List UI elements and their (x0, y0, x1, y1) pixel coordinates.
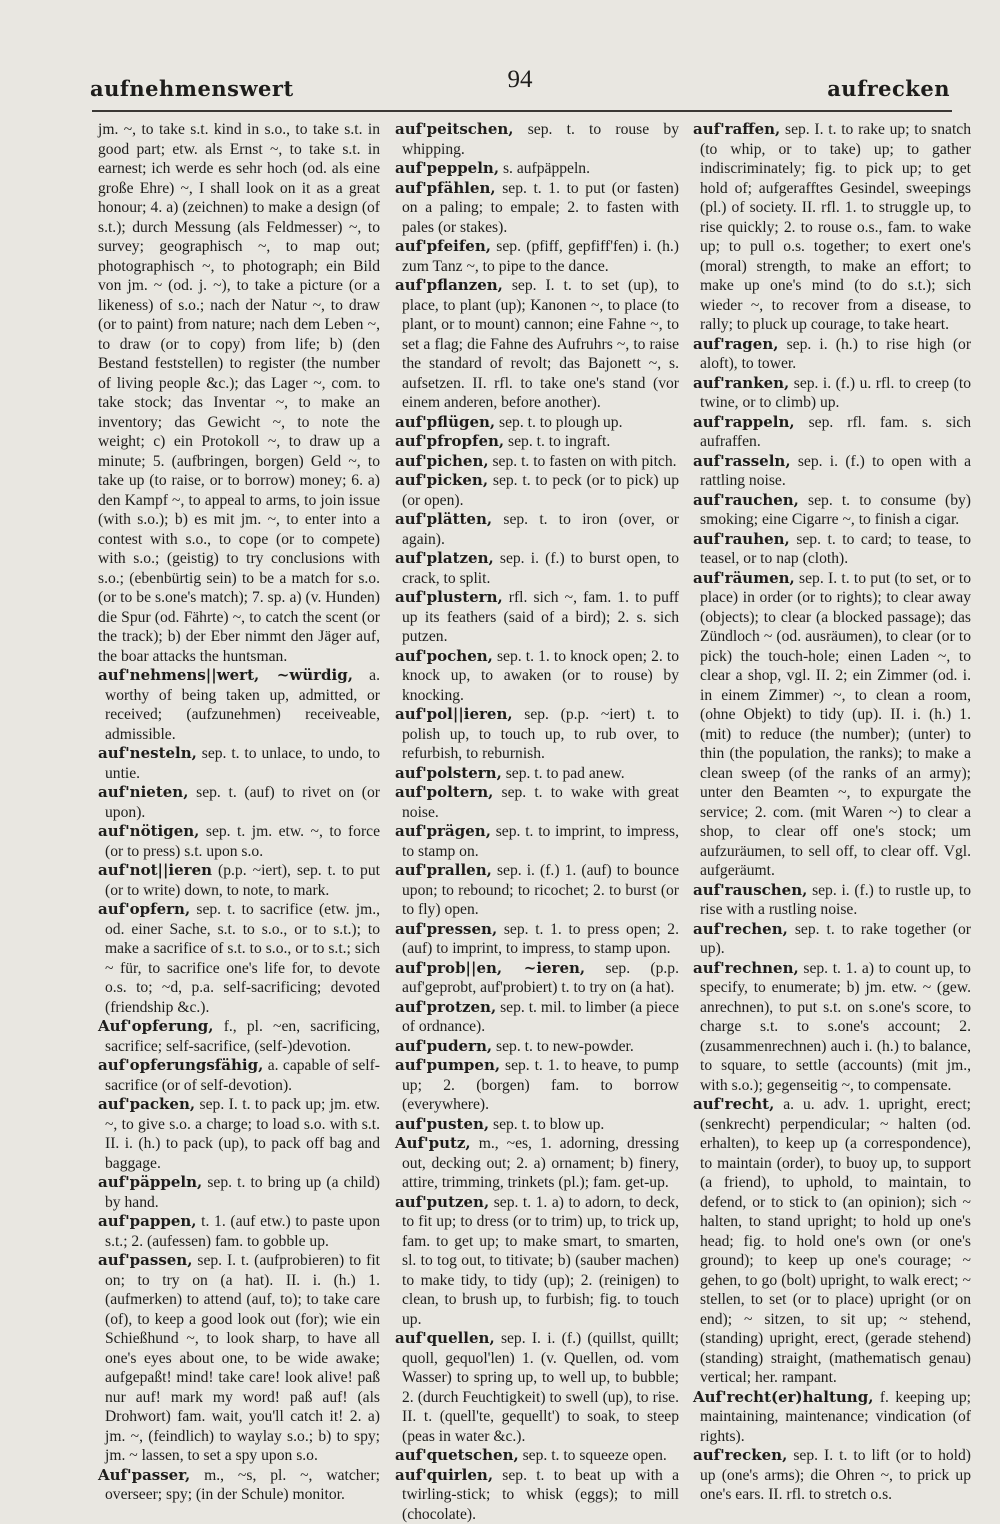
dictionary-entry (395, 1134, 679, 1193)
entry-definition: sep. t. to unlace, to undo, to untie. (105, 745, 380, 782)
dictionary-entry (693, 569, 971, 881)
entry-headword: auf'rappeln, (693, 413, 795, 431)
entry-headword: auf'prallen, (395, 861, 492, 879)
entry-definition: sep. I. t. to lift (or to hold) up (one's arms); die Ohren ~, to prick up one's ears. II. rfl. to stretch o.s. (700, 1447, 971, 1503)
dictionary-entry (395, 1446, 679, 1466)
entry-headword: auf'pol||ieren, (395, 705, 513, 723)
dictionary-entry (395, 413, 679, 433)
entry-headword: auf'pfeifen, (395, 237, 491, 255)
dictionary-entry (395, 998, 679, 1037)
entry-headword: Auf'putz, (395, 1134, 471, 1152)
entry-headword: Auf'recht(er)haltung, (693, 1388, 873, 1406)
entry-headword: auf'passen, (98, 1251, 192, 1269)
entry-definition: rfl. sich ~, fam. 1. to puff up its feathers (said of a bird); 2. s. sich putzen. (402, 589, 679, 645)
column-3 (693, 120, 971, 1473)
dictionary-entry (395, 861, 679, 920)
entry-definition: sep. I. t. to pack up; jm. etw. ~, to give s.o. a charge; to load s.o. with s.t. II. i. (h.) to pack (up), to pack off bag and baggage. (105, 1096, 380, 1172)
dictionary-entry (98, 1251, 380, 1466)
dictionary-entry (395, 1056, 679, 1115)
entry-definition: sep. i. (f.) to rustle up, to rise with a rustling noise. (700, 882, 971, 919)
header-rule (92, 110, 952, 112)
entry-headword: auf'not||ieren (98, 861, 212, 879)
entry-definition: sep. t. to ingraft. (508, 433, 610, 450)
dictionary-entry (395, 764, 679, 784)
dictionary-entry (693, 374, 971, 413)
dictionary-entry (693, 1446, 971, 1505)
column-1 (98, 120, 380, 1473)
dictionary-entry (98, 744, 380, 783)
entry-headword: auf'picken, (395, 471, 488, 489)
dictionary-entry (395, 1115, 679, 1135)
entry-headword: auf'rasseln, (693, 452, 791, 470)
column-2 (395, 120, 679, 1473)
entry-headword: auf'pfählen, (395, 179, 496, 197)
entry-definition: sep. (p.p. auf'geprobt, auf'probiert) t. to try on (a hat). (402, 960, 679, 997)
entry-definition: sep. I. t. to rake up; to snatch (to whip, or to take) up; to gather indiscriminately; fig. to pick up; to get hold of; aufgerafftes Gesindel, sweepings (pl.) of society. II. rfl. 1. to struggle up, to rise quickly; 2. to rouse o.s., fam. to wake up; to pull o.s. together; to exert one's (moral) strength, to make an effort; to make up one's mind (to do s.t.); sich wieder ~, to recover from a disease, to rally; to pluck up courage, to take heart. (700, 121, 971, 333)
entry-headword: auf'quellen, (395, 1329, 495, 1347)
entry-headword: auf'rechen, (693, 920, 788, 938)
entry-definition: sep. t. to fasten on with pitch. (492, 453, 676, 470)
entry-definition: sep. t. to consume (by) smoking; eine Cigarre ~, to finish a cigar. (700, 492, 971, 529)
entry-definition: (p.p. ~iert), sep. t. to put (or to write) down, to note, to mark. (105, 862, 380, 899)
right-guide-word: aufrecken (827, 76, 950, 101)
dictionary-entry (98, 900, 380, 1017)
entry-definition: a. worthy of being taken up, admitted, or received; (aufzunehmen) receiveable, admissible. (105, 667, 380, 743)
entry-headword: auf'platzen, (395, 549, 494, 567)
entry-headword: auf'protzen, (395, 998, 496, 1016)
entry-definition: sep. t. 1. a) to adorn, to deck, to fit up; to dress (or to trim) up, to trick up, fam. to get up; to make smart, to smarten, sl. to tog out, to titivate; b) (sauber machen) to make tidy, to tidy (up); 2. (reinigen) to clean, to brush up, to furbish; fig. to touch up. (402, 1194, 679, 1328)
dictionary-entry (693, 120, 971, 335)
entry-headword: auf'poltern, (395, 783, 493, 801)
entry-definition: sep. t. to iron (over, or again). (402, 511, 679, 548)
entry-definition: sep. t. to peck (or to pick) up (or open). (402, 472, 679, 509)
entry-headword: auf'ranken, (693, 374, 789, 392)
entry-definition: sep. t. to plough up. (499, 414, 622, 431)
dictionary-entry (395, 1466, 679, 1524)
dictionary-entry (98, 783, 380, 822)
entry-headword: auf'rauschen, (693, 881, 807, 899)
dictionary-entry (98, 666, 380, 744)
entry-headword: auf'pudern, (395, 1037, 492, 1055)
entry-headword: auf'rechnen, (693, 959, 799, 977)
dictionary-entry (395, 1329, 679, 1446)
entry-headword: auf'nesteln, (98, 744, 197, 762)
dictionary-entry (395, 471, 679, 510)
dictionary-entry (395, 822, 679, 861)
entry-definition: m., ~s, pl. ~, watcher; overseer; spy; (in der Schule) monitor. (105, 1467, 380, 1504)
entry-headword: auf'peitschen, (395, 120, 513, 138)
entry-headword: auf'ragen, (693, 335, 778, 353)
dictionary-entry (395, 1037, 679, 1057)
entry-headword: auf'polstern, (395, 764, 502, 782)
entry-headword: auf'packen, (98, 1095, 195, 1113)
entry-headword: auf'putzen, (395, 1193, 489, 1211)
entry-definition: a. capable of self-sacrifice (or of self-devotion). (105, 1057, 380, 1094)
entry-headword: auf'pflügen, (395, 413, 495, 431)
dictionary-entry (693, 881, 971, 920)
entry-headword: auf'raffen, (693, 120, 780, 138)
entry-definition: sep. t. to rake together (or up). (700, 921, 971, 958)
entry-headword: auf'pichen, (395, 452, 489, 470)
entry-headword: auf'pfropfen, (395, 432, 504, 450)
entry-headword: auf'peppeln, (395, 159, 499, 177)
dictionary-entry (98, 1095, 380, 1173)
dictionary-entry (693, 335, 971, 374)
entry-definition: sep. t. to squeeze open. (523, 1447, 667, 1464)
entry-headword: auf'nieten, (98, 783, 188, 801)
dictionary-entry (693, 1095, 971, 1388)
dictionary-entry (395, 120, 679, 159)
entry-definition: f. keeping up; maintaining, maintenance; vindication (of rights). (700, 1389, 971, 1445)
dictionary-entry (693, 959, 971, 1096)
dictionary-entry (395, 1193, 679, 1330)
entry-headword: auf'plätten, (395, 510, 492, 528)
entry-definition: sep. t. to wake with great noise. (402, 784, 679, 821)
entry-definition: a. u. adv. 1. upright, erect; (senkrecht) perpendicular; ~ halten (od. erhalten), to keep up (a correspondence), to maintain (order), to buoy up, to support (a friend), to uphold, to maintain, to defend, or to stick to (an opinion); sich ~ halten, to stand upright; to hold up one's head; fig. to hold one's own (or one's ground); to keep up one's courage; ~ gehen, to go (bolt) upright, to walk erect; ~ stellen, to set (or to place) upright (or on end); ~ sitzen, to sit up; ~ stehend, (standing) upright, erect, (gerade stehend) (standing) straight, (mathematisch genau) vertical; her. rampant. (700, 1096, 971, 1386)
entry-headword: auf'recken, (693, 1446, 787, 1464)
entry-headword: auf'pressen, (395, 920, 497, 938)
entry-headword: auf'prob||en, ~ieren, (395, 959, 585, 977)
entry-headword: auf'plustern, (395, 588, 503, 606)
entry-headword: auf'quirlen, (395, 1466, 493, 1484)
entry-headword: auf'rauhen, (693, 530, 790, 548)
dictionary-entry (693, 491, 971, 530)
entry-definition: sep. t. to sacrifice (etw. jm., od. einer Sache, s.t. to s.o., or to s.t.); to make a sacrifice of s.t. to s.o., or to s.t.; sich ~ für, to sacrifice one's life for, to devote o.s. to; ~d, p.a. self-sacrificing; devoted (friendship &c.). (105, 901, 380, 1016)
dictionary-entry (98, 822, 380, 861)
dictionary-entry (98, 120, 380, 666)
entry-headword: auf'räumen, (693, 569, 795, 587)
dictionary-entry (98, 1056, 380, 1095)
dictionary-entry (693, 413, 971, 452)
dictionary-entry (98, 861, 380, 900)
dictionary-entry (395, 237, 679, 276)
entry-definition: sep. t. to pad anew. (506, 765, 625, 782)
dictionary-entry (395, 783, 679, 822)
dictionary-entry (395, 276, 679, 413)
entry-definition: sep. t. to new-powder. (496, 1038, 634, 1055)
entry-definition: sep. t. 1. a) to count up, to specify, to enumerate; b) jm. etw. ~ (gew. anrechnen), to put s.t. on s.one's score, to charge s.t. to s.one's account; 2. (zusammenrechnen) auch i. (h.) to balance, to square, to settle (accounts) (mit jm., with s.o.); gegenseitig ~, to compensate. (700, 960, 971, 1094)
entry-headword: auf'nötigen, (98, 822, 199, 840)
dictionary-entry (395, 159, 679, 179)
entry-definition: sep. t. to beat up with a twirling-stick; to whisk (eggs); to mill (chocolate). (402, 1467, 679, 1523)
entry-definition: sep. i. (h.) to rise high (or aloft), to tower. (700, 336, 971, 373)
entry-definition: sep. (pfiff, gepfiff'fen) i. (h.) zum Tanz ~, to pipe to the dance. (402, 238, 679, 275)
entry-definition: sep. t. mil. to limber (a piece of ordnance). (402, 999, 679, 1036)
entry-definition: sep. I. t. to set (up), to place, to plant (up); Kanonen ~, to place (to plant, or to mount) cannon; eine Fahne ~, to set a flag; die Fahne des Aufruhrs ~, to raise the standard of revolt; das Bajonett ~, s. aufsetzen. II. rfl. to take one's stand (vor einem anderen, before another). (402, 277, 679, 411)
entry-headword: auf'pusten, (395, 1115, 489, 1133)
entry-definition: sep. t. to blow up. (493, 1116, 604, 1133)
dictionary-entry (395, 959, 679, 998)
left-guide-word: aufnehmenswert (90, 76, 294, 101)
entry-definition: sep. t. (auf) to rivet on (or upon). (105, 784, 380, 821)
entry-definition: sep. I. t. to put (to set, or to place) in order (or to rights); to clear away (objects); to clear (a blocked passage); das Zündloch ~ (od. ausräumen), to clear (or to pick) the touch-hole; einen Laden ~, to clear a shop, vgl. II. 2; ein Zimmer (od. i. in einem Zimmer) ~, to clean a room, (ohne Objekt) to tidy (up). II. i. (h.) 1. (mit) to reduce (the number); (unter) to thin (the population, the ranks); to make a clean sweep (of the ranks of an army); unter den Beamten ~, to expurgate the service; 2. com. (mit Waren ~) to clear a shop, to clear off one's stock; um aufzuräumen, to sell off, to clear off. Vgl. aufgeräumt. (700, 570, 971, 880)
dictionary-entry (693, 920, 971, 959)
entry-headword: auf'päppeln, (98, 1173, 202, 1191)
entry-definition: sep. i. (f.) 1. (auf) to bounce upon; to rebound; to ricochet; 2. to burst (or to fly) open. (402, 862, 679, 918)
dictionary-entry (693, 452, 971, 491)
entry-headword: auf'quetschen, (395, 1446, 519, 1464)
entry-definition: sep. t. to bring up (a child) by hand. (105, 1174, 380, 1211)
entry-definition: sep. rfl. fam. s. sich aufraffen. (700, 414, 971, 451)
entry-definition: sep. i. (f.) u. rfl. to creep (to twine, or to climb) up. (700, 375, 971, 412)
dictionary-entry (98, 1212, 380, 1251)
entry-definition: sep. t. 1. to put (or fasten) on a paling; to empale; 2. to fasten with pales (or stakes). (402, 180, 679, 236)
entry-definition: sep. i. (f.) to burst open, to crack, to split. (402, 550, 679, 587)
dictionary-entry (693, 1388, 971, 1447)
dictionary-entry (395, 452, 679, 472)
dictionary-entry (395, 549, 679, 588)
dictionary-entry (98, 1017, 380, 1056)
entry-headword: Auf'opferung, (98, 1017, 214, 1035)
dictionary-entry (395, 179, 679, 238)
entry-definition: sep. t. to imprint, to impress, to stamp on. (402, 823, 679, 860)
entry-headword: auf'nehmens||wert, ~würdig, (98, 666, 353, 684)
dictionary-entry (395, 588, 679, 647)
entry-definition: sep. (p.p. ~iert) t. to polish up, to touch up, to rub over, to refurbish, to reburnish. (402, 706, 679, 762)
entry-headword: auf'recht, (693, 1095, 774, 1113)
entry-headword: Auf'passer, (98, 1466, 190, 1484)
entry-definition: sep. I. i. (f.) (quillst, quillt; quoll, gequol'len) 1. (v. Quellen, od. vom Wasser) to spring up, to well up, to bubble; 2. (durch Feuchtigkeit) to swell (up), to rise. II. t. (quell'te, gequellt') to soak, to steep (peas in water &c.). (402, 1330, 679, 1445)
entry-headword: auf'opferungsfähig, (98, 1056, 263, 1074)
entry-definition: sep. t. 1. to press open; 2. (auf) to imprint, to impress, to stamp upon. (402, 921, 679, 958)
entry-headword: auf'pochen, (395, 647, 493, 665)
entry-headword: auf'opfern, (98, 900, 190, 918)
dictionary-entry (98, 1173, 380, 1212)
entry-definition: sep. t. jm. etw. ~, to force (or to press) s.t. upon s.o. (105, 823, 380, 860)
dictionary-entry (395, 432, 679, 452)
dictionary-entry (395, 705, 679, 764)
entry-definition: t. 1. (auf etw.) to paste upon s.t.; 2. (aufessen) fam. to gobble up. (105, 1213, 380, 1250)
entry-definition: m., ~es, 1. adorning, dressing out, decking out; 2. a) ornament; b) finery, attire, trimming, trinkets (pl.); fam. get-up. (402, 1135, 679, 1191)
entry-definition: sep. I. t. (aufprobieren) to fit on; to try on (a hat). II. i. (h.) 1. (aufmerken) to attend (auf, to); to take care (of), to keep a good look out (for); wie ein Schießhund ~, to look sharp, to have all one's eyes about one, to be wide awake; aufgepaßt! mind! take care! look alive! paß nur auf! mark my word! paß auf! (als Drohwort) fam. wait, you'll catch it! 2. a) jm. ~, (feindlich) to waylay s.o.; b) to spy; jm. ~ lassen, to set a spy upon s.o. (105, 1252, 380, 1464)
page-header (90, 66, 950, 106)
entry-definition: f., pl. ~en, sacrificing, sacrifice; self-sacrifice, (self-)devotion. (105, 1018, 380, 1055)
entry-headword: auf'pflanzen, (395, 276, 503, 294)
entry-definition: sep. t. 1. to heave, to pump up; 2. (borgen) fam. to borrow (everywhere). (402, 1057, 679, 1113)
entry-headword: auf'pumpen, (395, 1056, 500, 1074)
dictionary-entry (395, 920, 679, 959)
dictionary-entry (98, 1466, 380, 1505)
entry-definition: sep. t. to rouse by whipping. (402, 121, 679, 158)
dictionary-entry (395, 510, 679, 549)
entry-definition: s. aufpäppeln. (503, 160, 590, 177)
entry-definition: sep. t. 1. to knock open; 2. to knock up, to awaken (or to rouse) by knocking. (402, 648, 679, 704)
entry-definition: jm. ~, to take s.t. kind in s.o., to take s.t. in good part; etw. als Ernst ~, to take s.t. in earnest; ich werde es sehr hoch (od. als eine große Ehre) ~, I shall look on it as a great honour; 4. a) (zeichnen) to make a design (of s.t.); durch Messung (als Feldmesser) ~, to survey; geographisch ~, to map out; photographisch ~, to photograph; ein Bild von jm. ~ (od. j. ~), to take a picture (or a likeness) of s.o.; nach der Natur ~, to draw (or to paint) from nature; nach dem Leben ~, to draw (or to copy) from life; b) (den Bestand feststellen) to register (the number of living people &c.); das Lager ~, com. to take stock; das Inventar ~, to make an inventory; das Gewicht ~, to note the weight; c) ein Protokoll ~, to draw up a minute; 5. (aufbringen, borgen) Geld ~, to take up (to raise, or to borrow) money; 6. a) den Kampf ~, to appeal to arms, to join issue (with s.o.); b) es mit jm. ~, to enter into a contest with s.o., to cope (or to compete) with s.o.; (geistig) to try conclusions with s.o.; (ebenbürtig sein) to be a match for s.o. (or to be s.one's match); 7. sp. a) (v. Hunden) die Spur (od. Fährte) ~, to catch the scent (or the track); b) der Eber nimmt den Jäger auf, the boar attacks the huntsman. (98, 121, 380, 665)
dictionary-entry (693, 530, 971, 569)
entry-headword: auf'prägen, (395, 822, 491, 840)
entry-headword: auf'pappen, (98, 1212, 197, 1230)
page-number: 94 (90, 66, 950, 94)
dictionary-entry (395, 647, 679, 706)
entry-definition: sep. t. to card; to tease, to teasel, or to nap (cloth). (700, 531, 971, 568)
entry-definition: sep. i. (f.) to open with a rattling noise. (700, 453, 971, 490)
entry-headword: auf'rauchen, (693, 491, 799, 509)
